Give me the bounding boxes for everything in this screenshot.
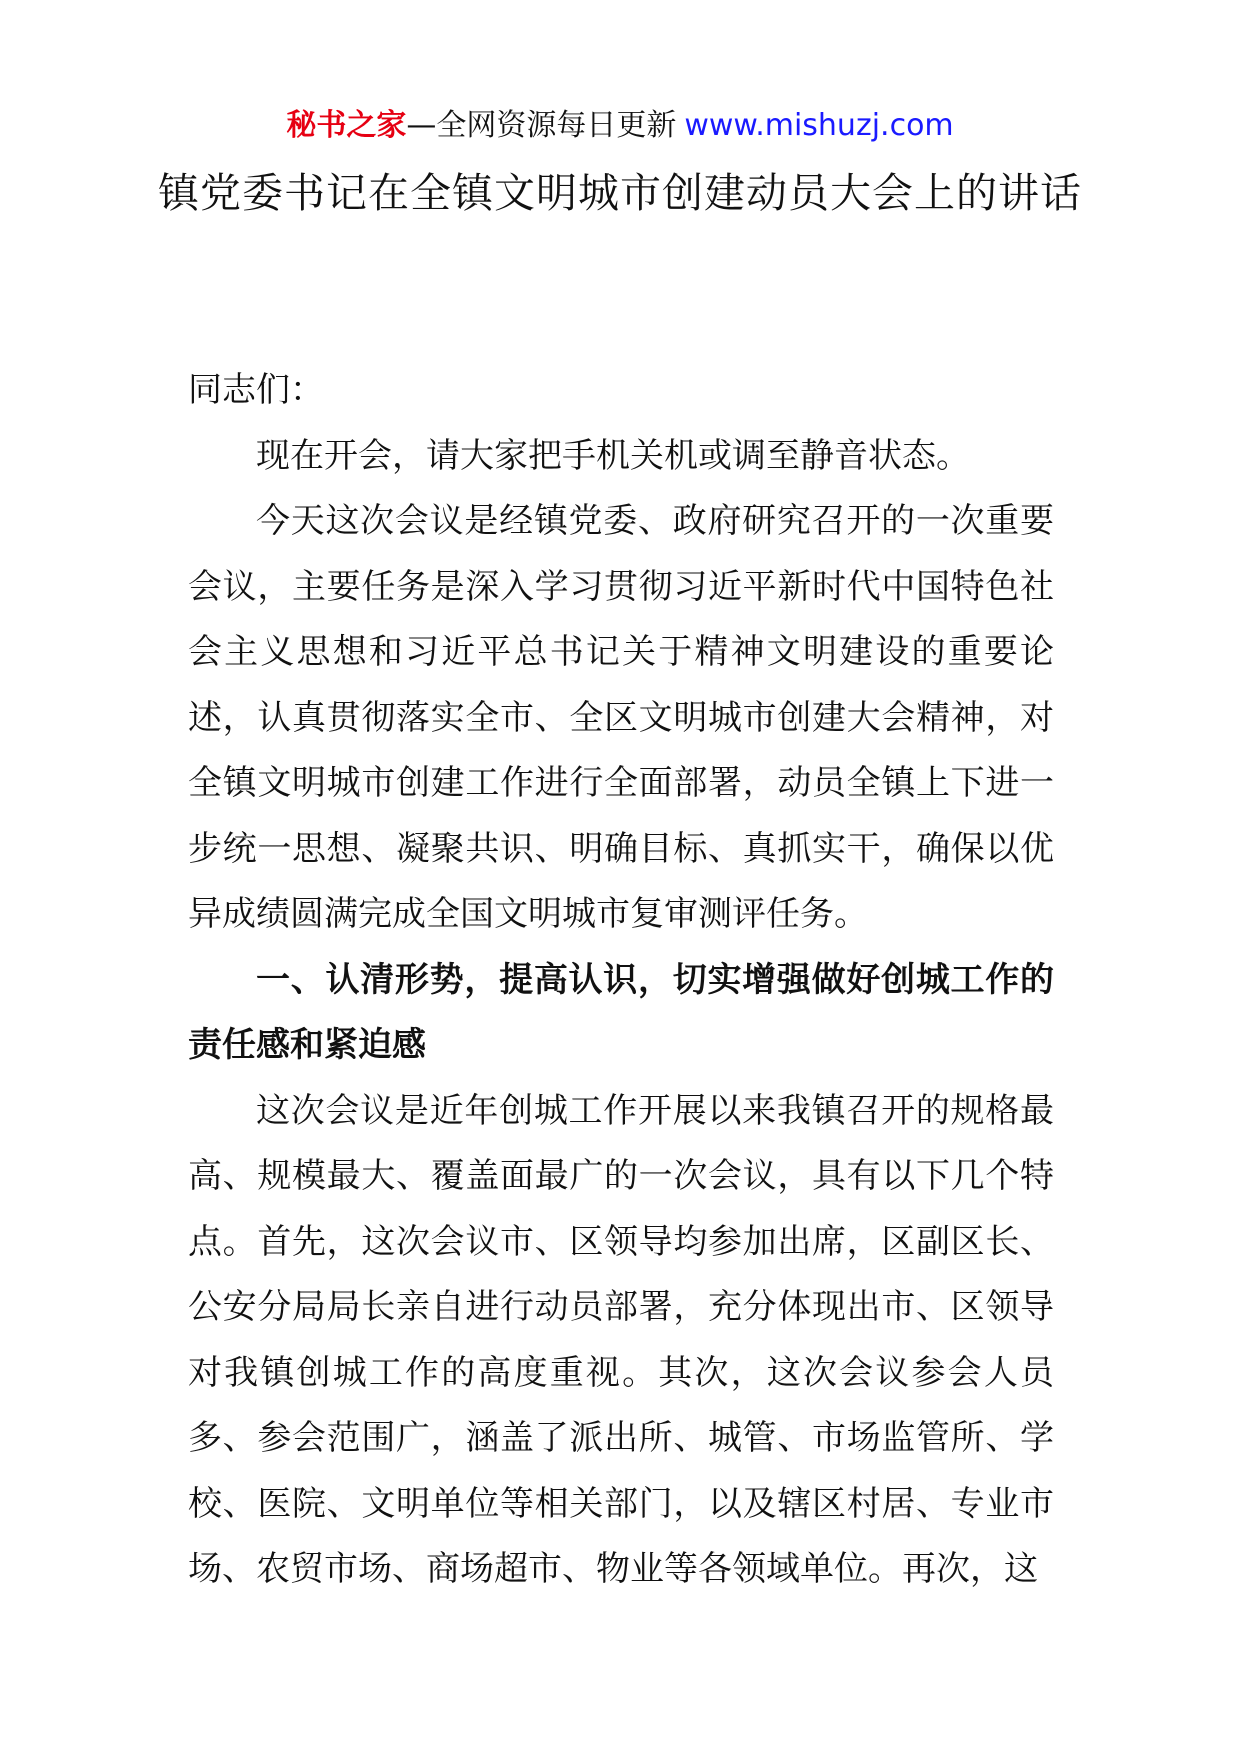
header-slogan: —全网资源每日更新 bbox=[406, 108, 677, 143]
paragraph-opening: 现在开会，请大家把手机关机或调至静音状态。 bbox=[256, 435, 970, 476]
site-header bbox=[0, 104, 1240, 148]
brand-name: 秘书之家 bbox=[286, 108, 407, 143]
paragraph-section-body: 这次会议是近年创城工作开展以来我镇召开的规格最高、规模最大、覆盖面最广的一次会议，具有以下几个特点。首先，这次会议市、区领导均参加出席，区副区长、公安分局局长亲自进行动员部署，充分体现出市、区领导对我镇创城工作的高度重视。其次，这次会议参会人员多、参会范围广，涵盖了派出所、城管、市场监管所、学校、医院、文明单位等相关部门，以及辖区村居、专业市场、农贸市场、商场超市、物业等各领域单位。再次，这 bbox=[188, 1090, 1054, 1589]
site-url-link[interactable]: www.mishuzj.com bbox=[684, 108, 954, 143]
document-title: 镇党委书记在全镇文明城市创建动员大会上的讲话 bbox=[158, 169, 1082, 217]
section-heading: 一、认清形势，提高认识，切实增强做好创城工作的责任感和紧迫感 bbox=[188, 959, 1054, 1065]
salutation: 同志们： bbox=[188, 370, 324, 410]
paragraph-purpose: 今天这次会议是经镇党委、政府研究召开的一次重要会议，主要任务是深入学习贯彻习近平新时代中国特色社会主义思想和习近平总书记关于精神文明建设的重要论述，认真贯彻落实全市、全区文明城市创建大会精神，对全镇文明城市创建工作进行全面部署，动员全镇上下进一步统一思想、凝聚共识、明确目标、真抓实干，确保以优异成绩圆满完成全国文明城市复审测评任务。 bbox=[188, 501, 1054, 934]
document-body bbox=[188, 358, 1054, 1603]
